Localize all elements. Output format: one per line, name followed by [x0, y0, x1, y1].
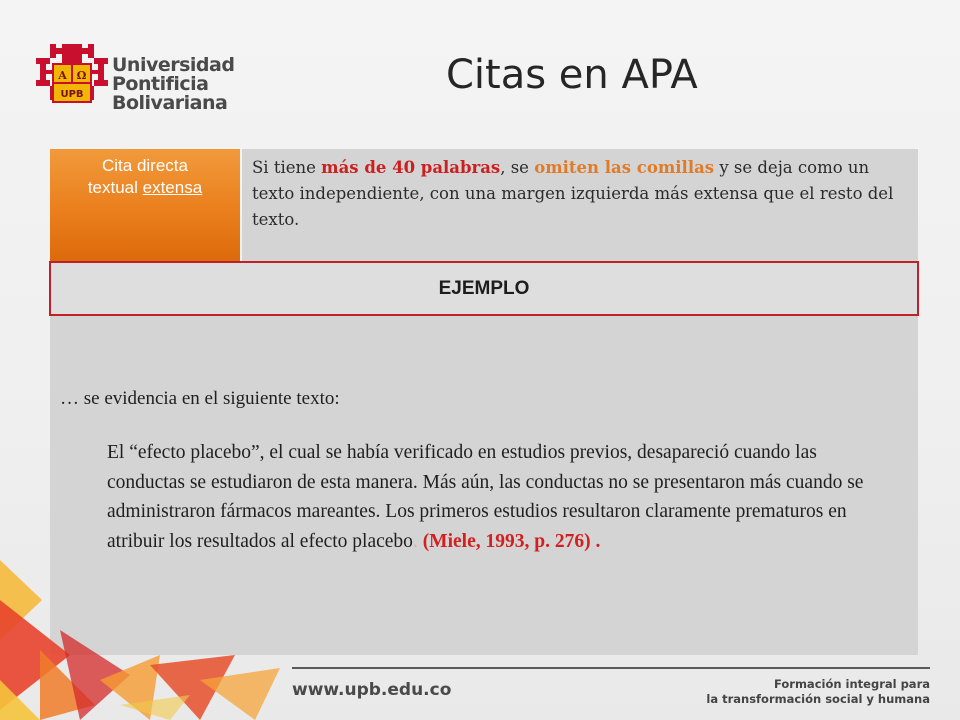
footer-tagline — [706, 677, 930, 707]
definition-part-2: , se — [500, 158, 535, 177]
footer-divider — [292, 667, 930, 669]
footer-tagline-1: Formación integral para — [773, 677, 930, 691]
example-intro: … se evidencia en el siguiente texto: — [60, 388, 340, 409]
logo-line-1: Universidad — [112, 54, 235, 76]
logo-line-2: Pontificia — [112, 73, 209, 95]
definition-row — [50, 149, 918, 261]
upb-crest-icon — [36, 44, 108, 122]
footer-tagline-2: la transformación social y humana — [706, 692, 930, 706]
block-quote-text: El “efecto placebo”, el cual se había verificado en estudios previos, desapareció cuando las conductas se estudiaron de esta manera. Más aún, las conductas no se presentaron más cuando se administraron fármacos mareantes. Los primeros estudios resultaron claramente prematuros en atribuir los resultados al efecto placebo — [107, 442, 864, 552]
citation-type-line-1: Cita directa — [102, 156, 188, 175]
decorative-triangles — [0, 450, 300, 720]
citation-type-line-2 — [50, 177, 240, 199]
citation-type-cell — [50, 149, 240, 261]
definition-part-1: Si tiene — [252, 158, 322, 177]
crest-alpha: A — [58, 69, 67, 82]
crest-omega: Ω — [76, 69, 87, 82]
citation-reference: (Miele, 1993, p. 276) . — [417, 530, 601, 552]
example-banner: EJEMPLO — [49, 261, 919, 316]
definition-emphasis-1: más de 40 palabras — [321, 158, 501, 177]
crest-initials: UPB — [60, 89, 84, 100]
definition-part-3: y se deja como un texto independiente, con una margen izquierda más extensa que el resto del texto. — [252, 158, 894, 229]
university-logo — [36, 44, 248, 122]
block-quote-dot: . — [412, 530, 418, 552]
logo-wordmark — [112, 56, 234, 113]
definition-emphasis-2: omiten las comillas — [534, 158, 715, 177]
slide-title: Citas en APA — [446, 52, 698, 98]
footer-url[interactable]: www.upb.edu.co — [292, 680, 452, 700]
logo-line-3: Bolivariana — [112, 92, 228, 114]
definition-text — [242, 149, 918, 261]
citation-type-line-2a: textual — [87, 178, 143, 197]
citation-type-underlined: extensa — [142, 178, 203, 197]
